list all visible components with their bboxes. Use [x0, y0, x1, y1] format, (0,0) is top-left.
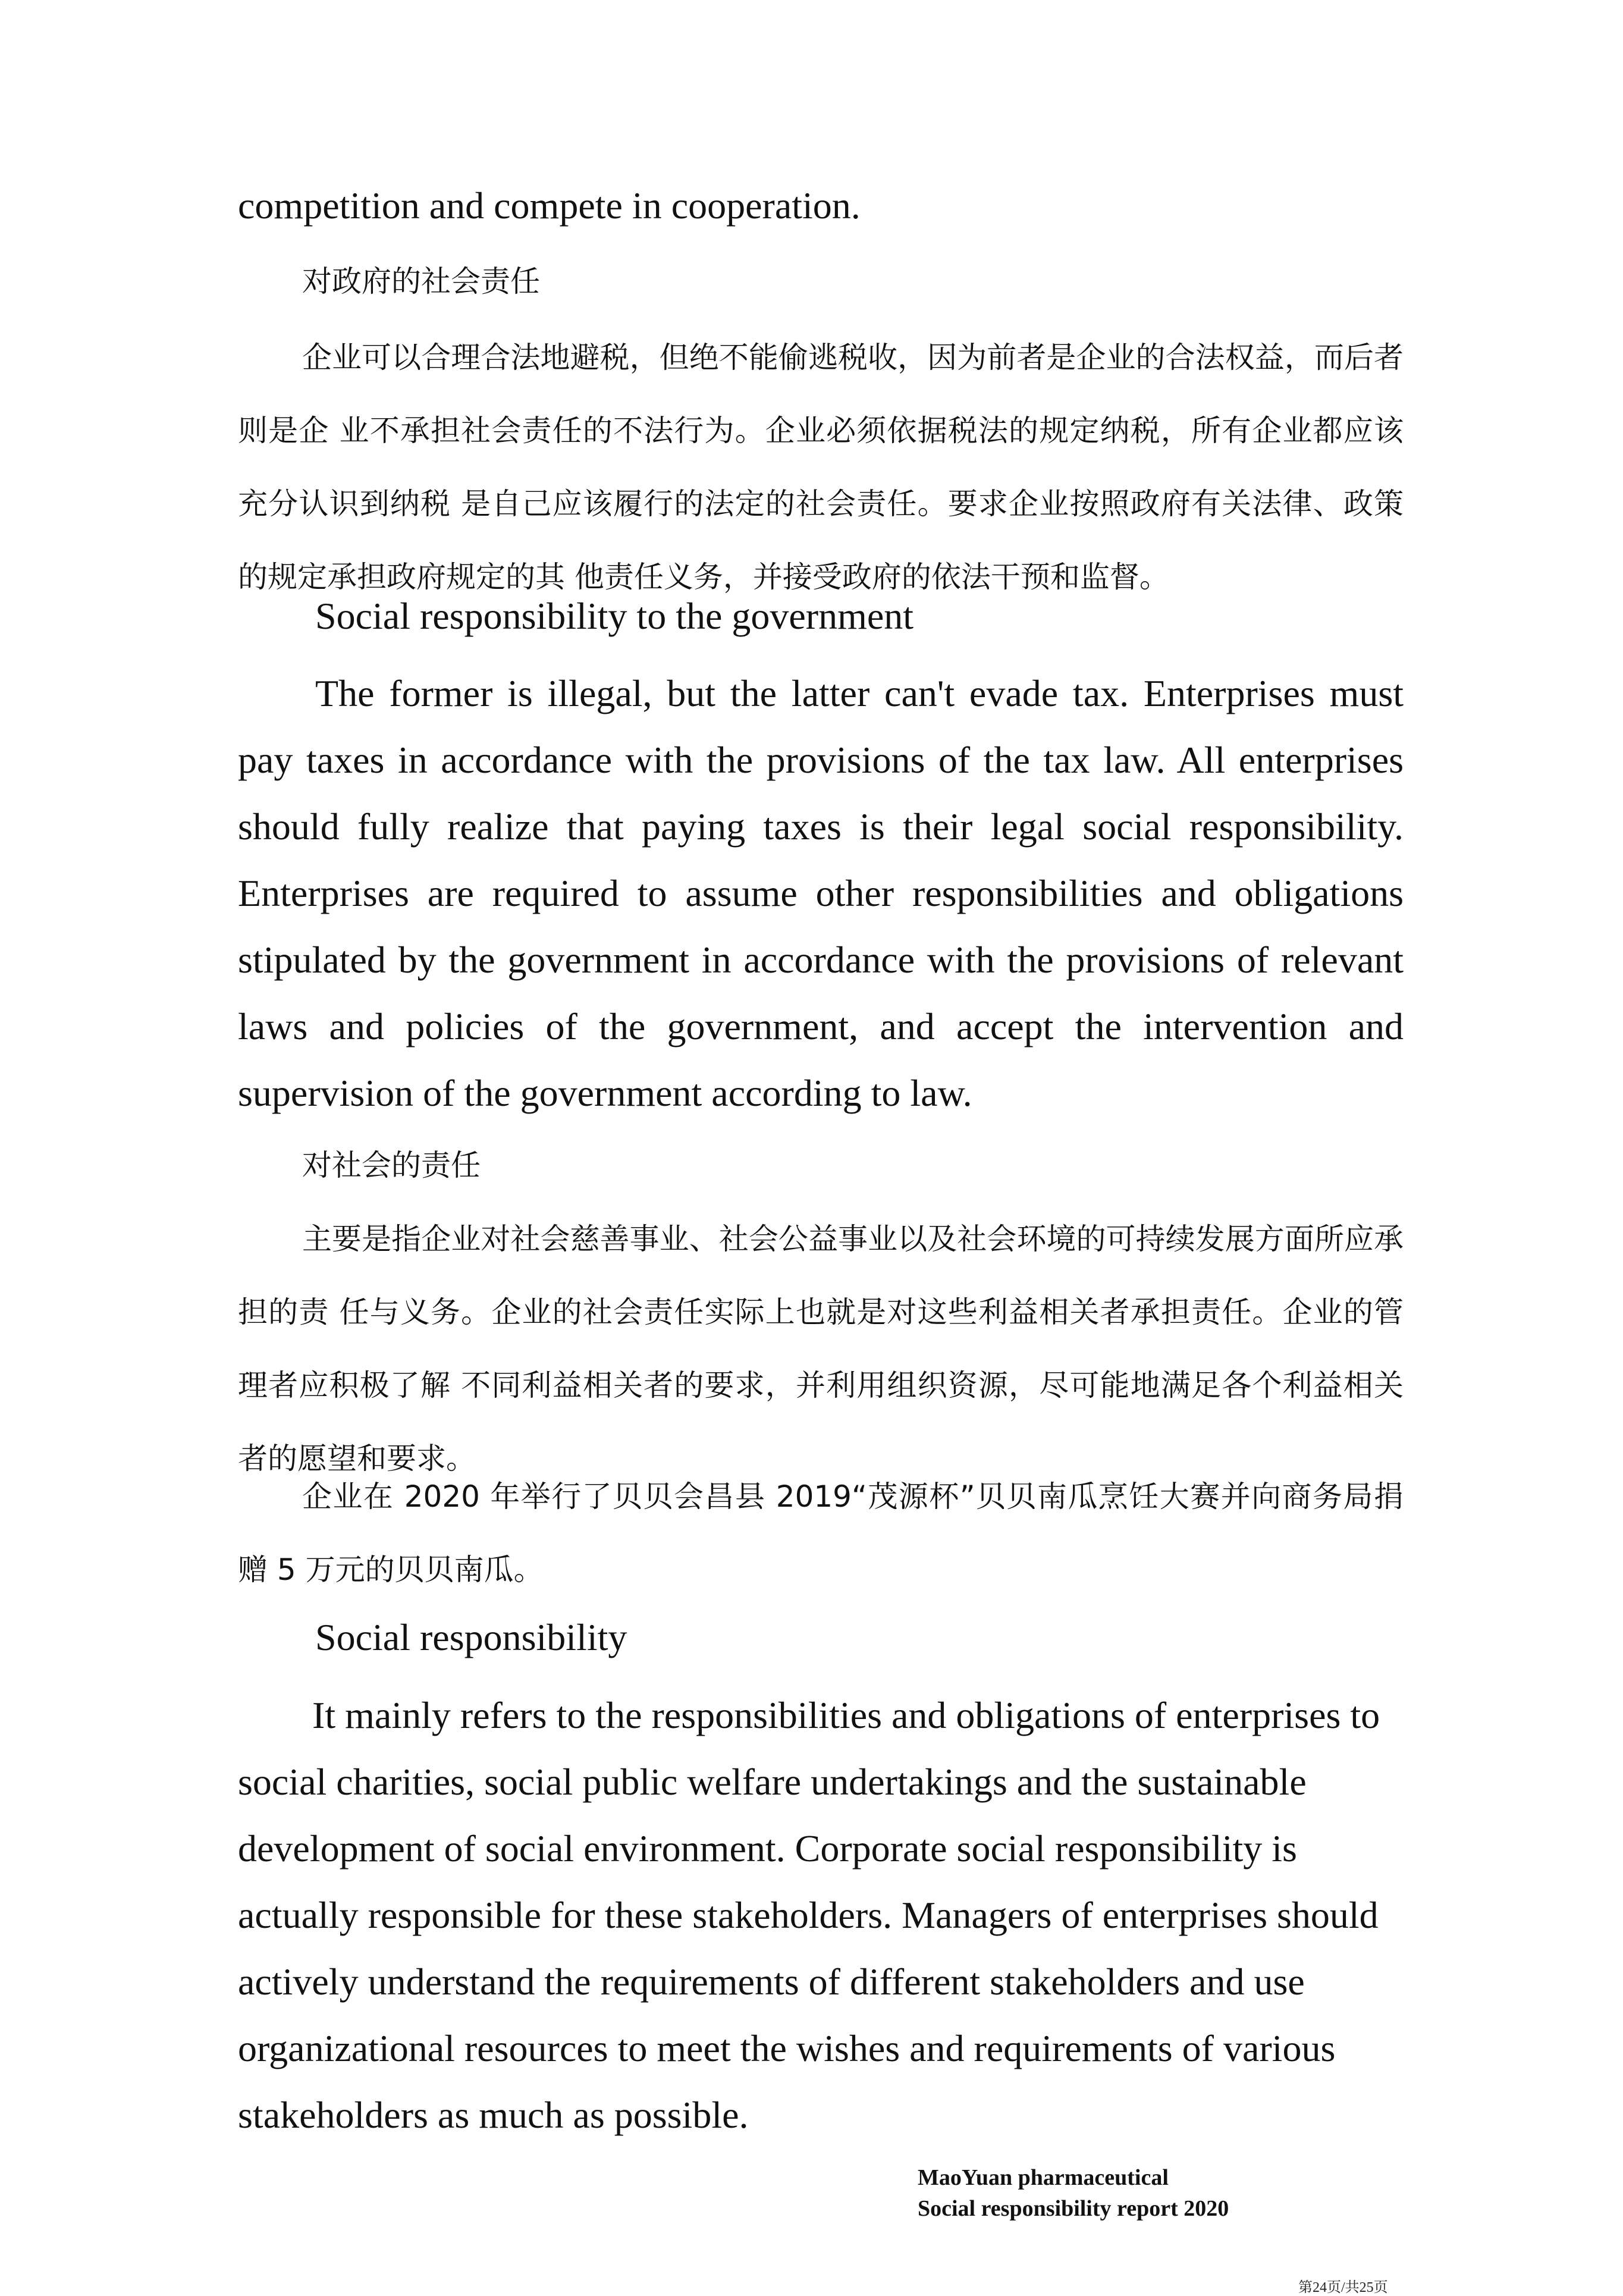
footer [918, 2162, 1229, 2224]
paragraph-society-zh: 主要是指企业对社会慈善事业、社会公益事业以及社会环境的可持续发展方面所应承担的责 任与义务。企业的社会责任实际上也就是对这些利益相关者承担责任。企业的管理者应积极了解 不同利益相关者的要求，并利用组织资源，尽可能地满足各个利益相关者的愿望和要求。 [238, 1222, 1404, 1476]
paragraph-government-en: The former is illegal, but the latter can't evade tax. Enterprises must pay taxes in accordance with the provisions of the tax law. All enterprises should fully realize that paying taxes is their legal social responsibility. Enterprises are required to assume other responsibilities and obligations stipulated by the government in accordance with the provisions of relevant laws and policies of the government, and accept the intervention and supervision of the government according to law. [238, 672, 1404, 1114]
paragraph-government-zh: 企业可以合理合法地避税，但绝不能偷逃税收，因为前者是企业的合法权益，而后者则是企 业不承担社会责任的不法行为。企业必须依据税法的规定纳税，所有企业都应该充分认识到纳税 是自己应该履行的法定的社会责任。要求企业按照政府有关法律、政策的规定承担政府规定的其 他责任义务，并接受政府的依法干预和监督。 [238, 340, 1404, 594]
text-line: organizational resources to meet the wishes and requirements of various [238, 2027, 1336, 2069]
text-line: social charities, social public welfare undertakings and the sustainable [238, 1761, 1307, 1803]
paragraph-society-en [238, 1682, 1404, 2148]
heading-government-en: Social responsibility to the government [315, 595, 914, 637]
text-line: stakeholders as much as possible. [238, 2094, 749, 2136]
continuation-paragraph: competition and compete in cooperation. [238, 184, 861, 227]
heading-society-en: Social responsibility [315, 1616, 627, 1658]
text-line: actually responsible for these stakeholders. Managers of enterprises should [238, 1894, 1379, 1936]
footer-report-title: Social responsibility report 2020 [918, 2196, 1229, 2221]
text-line: actively understand the requirements of different stakeholders and use [238, 1961, 1305, 2003]
text-line: It mainly refers to the responsibilities and obligations of enterprises to [312, 1694, 1380, 1736]
text-line: development of social environment. Corporate social responsibility is [238, 1827, 1297, 1870]
paragraph-event-zh: 企业在 2020 年举行了贝贝会昌县 2019“茂源杯”贝贝南瓜烹饪大赛并向商务局捐赠 5 万元的贝贝南瓜。 [238, 1479, 1404, 1587]
heading-government-zh: 对政府的社会责任 [302, 264, 540, 299]
page-number: 第24页/共25页 [1298, 2280, 1388, 2295]
footer-company: MaoYuan pharmaceutical [918, 2165, 1169, 2190]
heading-society-zh: 对社会的责任 [302, 1148, 481, 1182]
